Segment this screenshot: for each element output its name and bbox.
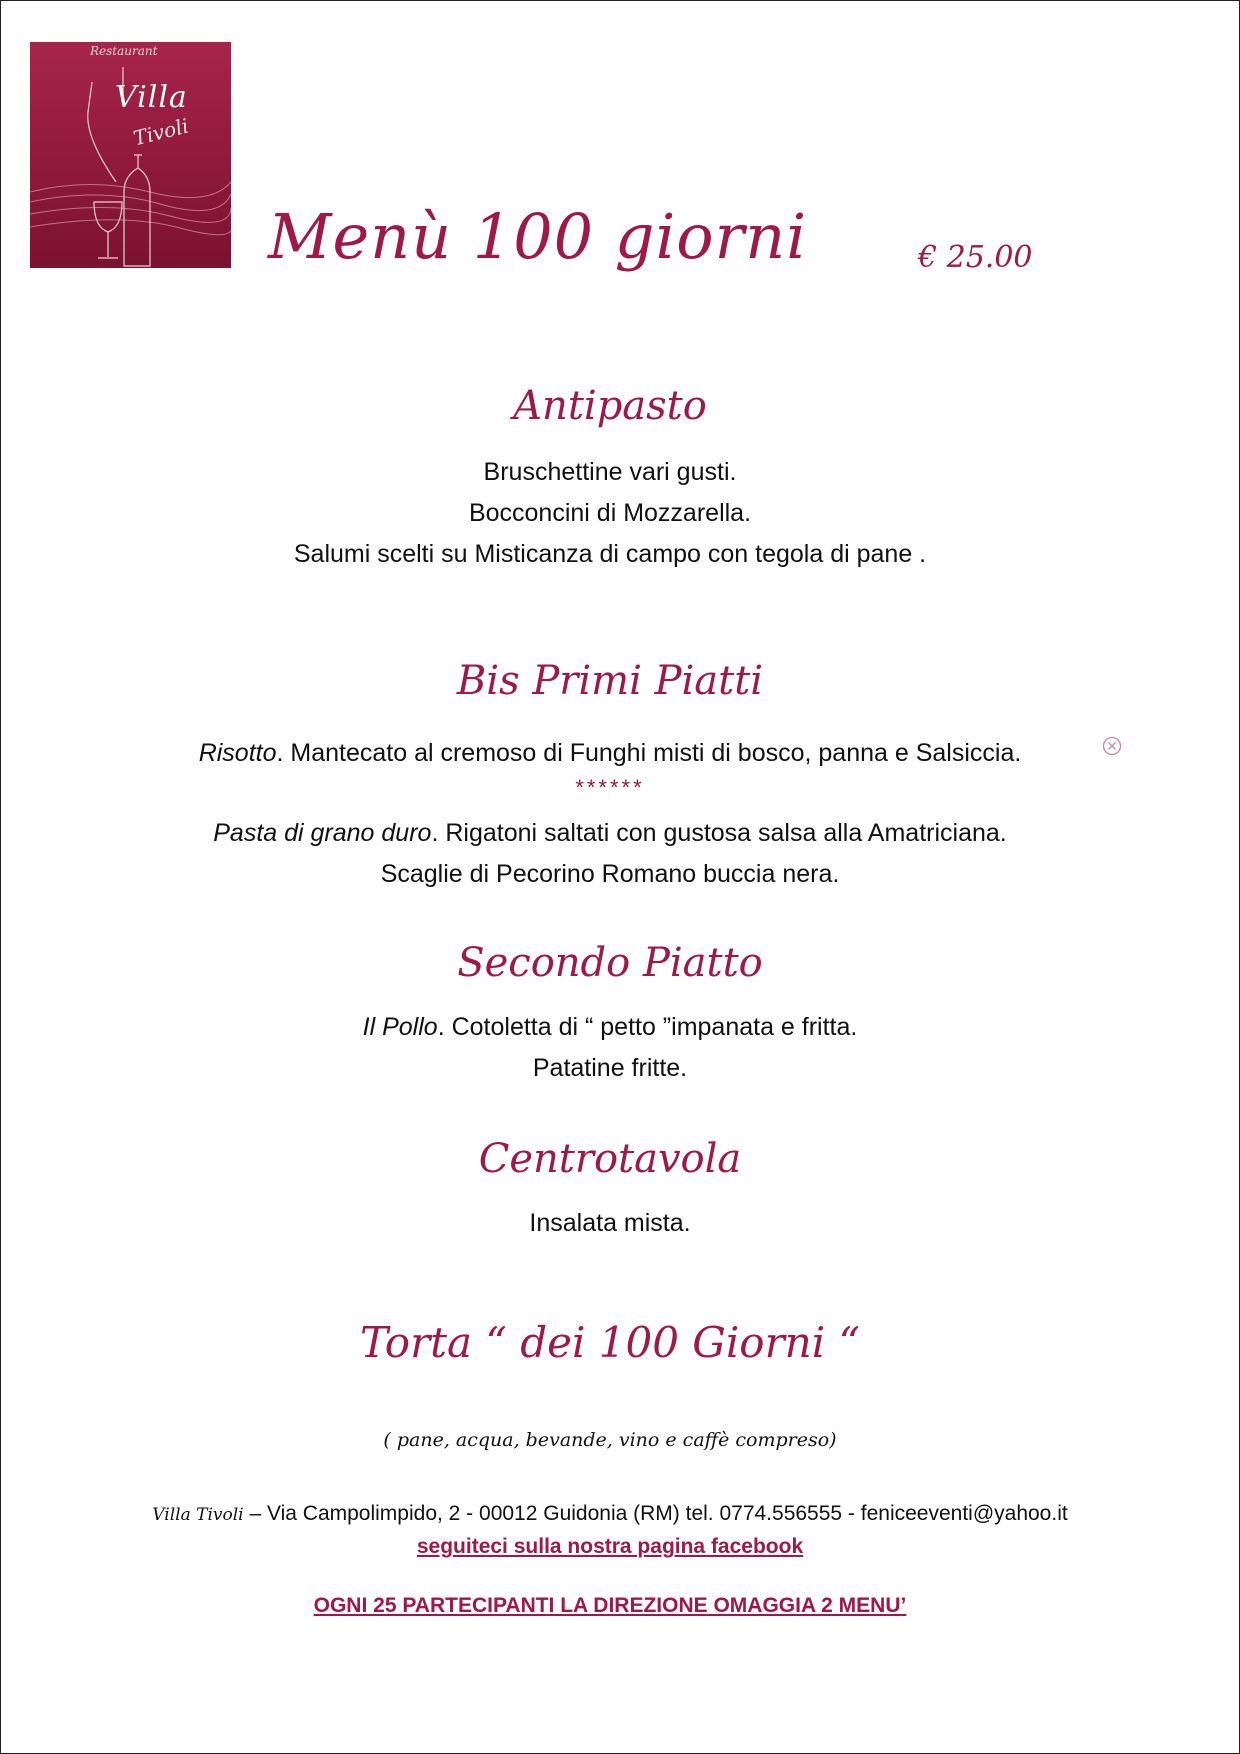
logo-villa-text: Villa — [115, 80, 188, 115]
menu-title: Menù 100 giorni — [268, 200, 808, 273]
primi-separator: ****** — [575, 775, 645, 800]
logo-tivoli-text: Tivoli — [130, 113, 191, 151]
menu-price: € 25.00 — [918, 240, 1033, 275]
footer-venue: Villa Tivoli — [152, 1505, 244, 1525]
logo-restaurant-text: Restaurant — [90, 44, 158, 58]
primi-dish-2 — [0, 819, 1220, 848]
primi-dish-1-desc: . Mantecato al cremoso di Funghi misti di bosco, panna e Salsiccia. — [276, 739, 1022, 767]
secondo-dish-name: Il Pollo — [362, 1013, 438, 1041]
antipasto-line-2: Bocconcini di Mozzarella. — [468, 499, 752, 527]
facebook-link[interactable]: seguiteci sulla nostra pagina facebook — [416, 1535, 804, 1558]
section-title-centrotavola: Centrotavola — [478, 1136, 742, 1182]
secondo-dish — [0, 1013, 1220, 1042]
restaurant-logo — [30, 42, 231, 268]
secondo-dish-desc: . Cotoletta di “ petto ”impanata e fritta. — [437, 1013, 858, 1041]
primi-dish-1 — [0, 739, 1220, 768]
centrotavola-line: Insalata mista. — [529, 1209, 691, 1237]
antipasto-line-1: Bruschettine vari gusti. — [483, 458, 737, 486]
section-title-antipasto: Antipasto — [513, 383, 707, 429]
primi-dish-2-name: Pasta di grano duro — [213, 819, 432, 847]
secondo-line-2: Patatine fritte. — [532, 1054, 688, 1082]
close-circle-icon — [1102, 736, 1122, 756]
section-title-secondo: Secondo Piatto — [457, 940, 763, 986]
antipasto-line-3: Salumi scelti su Misticanza di campo con tegola di pane . — [293, 540, 927, 568]
footer-address — [0, 1502, 1220, 1526]
section-title-torta: Torta “ dei 100 Giorni “ — [360, 1318, 860, 1367]
primi-dish-2-line-2: Scaglie di Pecorino Romano buccia nera. — [380, 860, 840, 888]
section-title-primi: Bis Primi Piatti — [456, 658, 764, 704]
primi-dish-1-name: Risotto — [198, 739, 277, 767]
wine-bottle-glass-icon — [30, 42, 231, 268]
primi-dish-2-desc: . Rigatoni saltati con gustosa salsa alla Amatriciana. — [431, 819, 1007, 847]
footer-contact: – Via Campolimpido, 2 - 00012 Guidonia (RM) tel. 0774.556555 - feniceeventi@yahoo.it — [243, 1502, 1068, 1525]
promo-link[interactable]: OGNI 25 PARTECIPANTI LA DIREZIONE OMAGGIA 2 MENU’ — [313, 1594, 907, 1617]
included-note: ( pane, acqua, bevande, vino e caffè compreso) — [383, 1429, 837, 1451]
